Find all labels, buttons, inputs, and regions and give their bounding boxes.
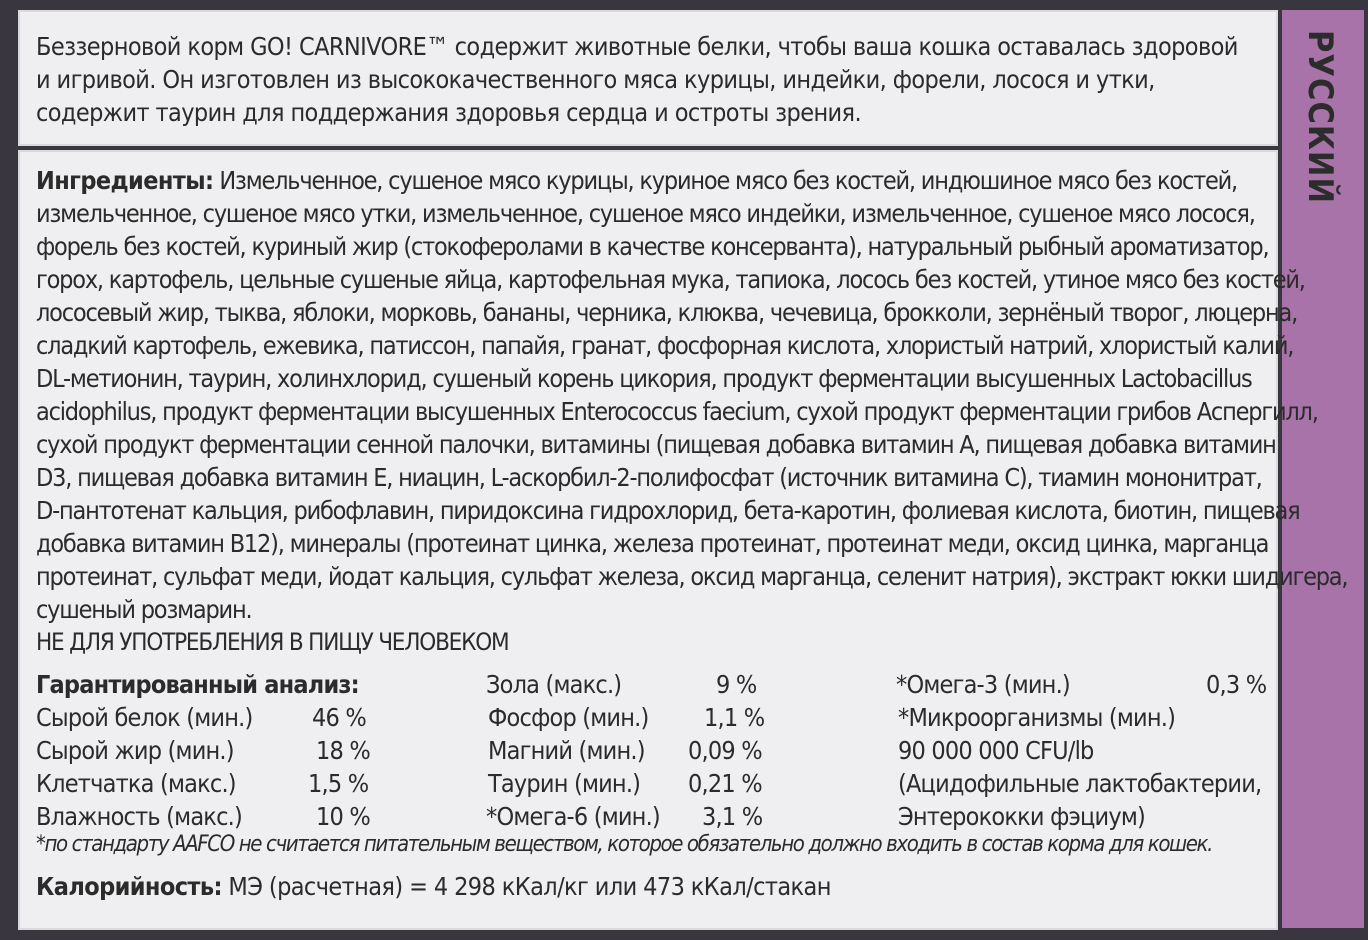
analysis-heading: Гарантированный анализ: (36, 670, 359, 699)
analysis-value: 18 % (316, 736, 370, 765)
analysis-value: 9 % (716, 670, 757, 699)
ingredients-line: горох, картофель, цельные сушеные яйца, картофельная мука, тапиока, лосось без костей, утиное мясо без костей, (36, 265, 1305, 294)
analysis-value: 10 % (316, 802, 370, 831)
analysis-value: 1,5 % (308, 769, 369, 798)
human-consumption-warning: НЕ ДЛЯ УПОТРЕБЛЕНИЯ В ПИЩУ ЧЕЛОВЕКОМ (36, 628, 509, 656)
analysis-name: Таурин (мин.) (488, 769, 641, 798)
analysis-value: 46 % (312, 703, 366, 732)
analysis-value: 3,1 % (702, 802, 763, 831)
ingredients-line: сухой продукт ферментации сенной палочки, витамины (пищевая добавка витамин A, пищевая добавка витамин (36, 430, 1276, 459)
ingredients-heading: Ингредиенты: (36, 166, 214, 195)
ingredients-line: сладкий картофель, ежевика, патиссон, папайя, гранат, фосфорная кислота, хлористый натрий, хлористый калий, (36, 331, 1294, 360)
analysis-name: Клетчатка (макс.) (36, 769, 236, 798)
intro-text (36, 30, 1238, 129)
analysis-name: *Омега-3 (мин.) (896, 670, 1070, 699)
analysis-microorganisms: Энтерококки фэциум) (898, 802, 1146, 831)
analysis-name: Зола (макс.) (486, 670, 622, 699)
analysis-name: Магний (мин.) (488, 736, 645, 765)
ingredients-text (36, 164, 1347, 626)
ingredients-line: протеинат, сульфат меди, йодат кальция, сульфат железа, оксид марганца, селенит натрия), экстракт юкки шидигера, (36, 562, 1348, 591)
calories-label: Калорийность: (36, 872, 222, 901)
language-label: РУССКИЙ (1300, 30, 1340, 205)
analysis-name: Сырой жир (мин.) (36, 736, 234, 765)
intro-line: и игривой. Он изготовлен из высококачественного мяса курицы, индейки, форели, лосося и утки, (36, 65, 1155, 94)
calories (36, 872, 831, 901)
ingredients-line: форель без костей, куриный жир (стокоферолами в качестве консерванта), натуральный рыбный ароматизатор, (36, 232, 1269, 261)
aafco-footnote: *по стандарту AAFCO не считается питательным веществом, которое обязательно должно входить в состав корма для кошек. (36, 832, 1212, 857)
analysis-name: Фосфор (мин.) (488, 703, 649, 732)
ingredients-line-text: Измельченное, сушеное мясо курицы, куриное мясо без костей, индюшиное мясо без костей, (213, 166, 1238, 195)
analysis-name: *Омега-6 (мин.) (486, 802, 660, 831)
analysis-microorganisms: (Ацидофильные лактобактерии, (898, 769, 1262, 798)
intro-line: содержит таурин для поддержания здоровья сердца и остроты зрения. (36, 98, 862, 127)
ingredients-line: измельченное, сушеное мясо утки, измельченное, сушеное мясо индейки, измельченное, сушеное мясо лосося, (36, 199, 1255, 228)
ingredients-line: acidophilus, продукт ферментации высушенных Enterococcus faecium, сухой продукт ферментации грибов Аспергилл, (36, 397, 1318, 426)
ingredients-line: добавка витамин B12), минералы (протеинат цинка, железа протеинат, протеинат меди, оксид цинка, марганца (36, 529, 1269, 558)
analysis-microorganisms: *Микроорганизмы (мин.) (898, 703, 1176, 732)
analysis-name: Сырой белок (мин.) (36, 703, 253, 732)
analysis-name: Влажность (макс.) (36, 802, 242, 831)
ingredients-line: лососевый жир, тыква, яблоки, морковь, бананы, черника, клюква, чечевица, брокколи, зернёный творог, люцерна, (36, 298, 1298, 327)
intro-line: Беззерновой корм GO! CARNIVORE™ содержит животные белки, чтобы ваша кошка оставалась здоровой (36, 32, 1238, 61)
ingredients-line: D-пантотенат кальция, рибофлавин, пиридоксина гидрохлорид, бета-каротин, фолиевая кислота, биотин, пищевая (36, 496, 1300, 525)
analysis-value: 0,09 % (688, 736, 762, 765)
analysis-value: 0,3 % (1206, 670, 1267, 699)
ingredients-line: DL-метионин, таурин, холинхлорид, сушеный корень цикория, продукт ферментации высушенных Lactobacillus (36, 364, 1252, 393)
analysis-value: 0,21 % (688, 769, 762, 798)
calories-value: МЭ (расчетная) = 4 298 кКал/кг или 473 кКал/стакан (221, 872, 831, 901)
ingredients-line (36, 164, 1347, 197)
ingredients-line: сушеный розмарин. (36, 595, 252, 624)
ingredients-line: D3, пищевая добавка витамин E, ниацин, L-аскорбил-2-полифосфат (источник витамина C), тиамин мононитрат, (36, 463, 1262, 492)
analysis-value: 1,1 % (704, 703, 765, 732)
analysis-microorganisms: 90 000 000 CFU/lb (898, 736, 1094, 765)
